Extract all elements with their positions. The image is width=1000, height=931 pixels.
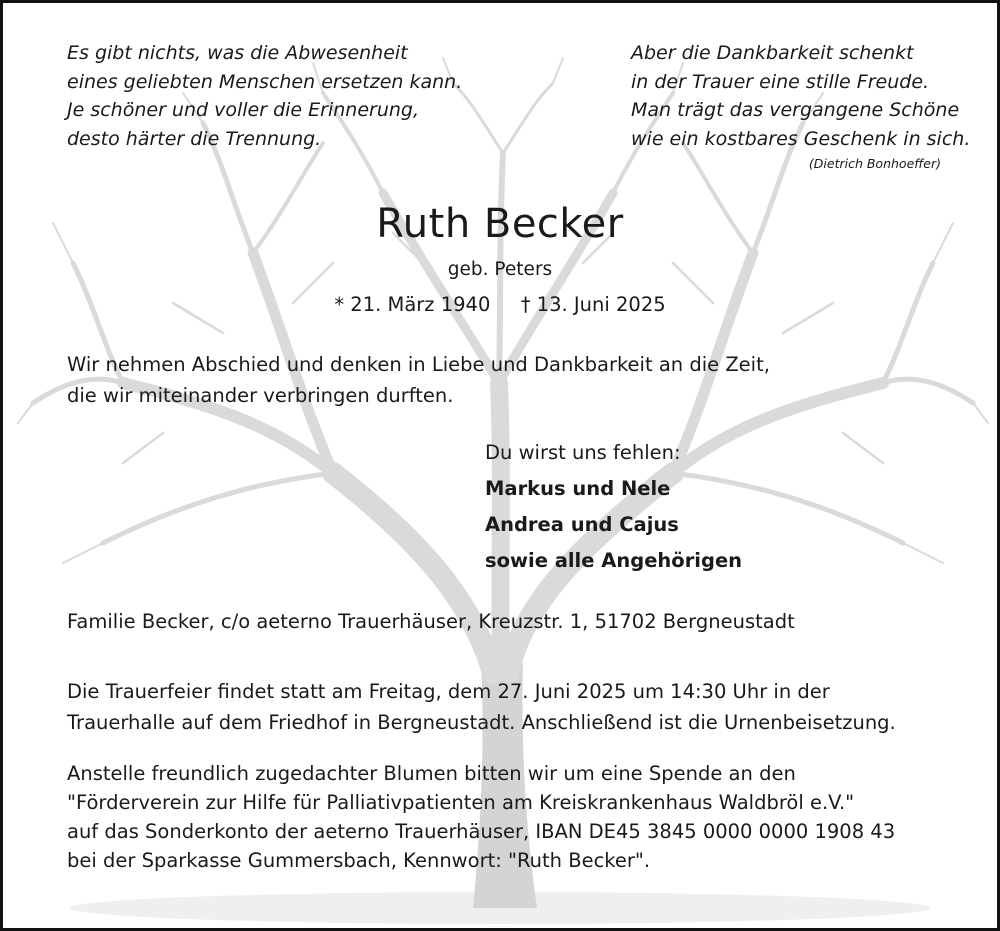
donation-line: "Förderverein zur Hilfe für Palliativpatienten am Kreiskrankenhaus Waldbröl e.V." — [67, 791, 855, 814]
death-date: † 13. Juni 2025 — [520, 293, 666, 316]
mourner-name: Andrea und Cajus — [485, 513, 679, 536]
funeral-info — [67, 676, 896, 738]
mourners-block — [485, 435, 742, 579]
quote-line: Es gibt nichts, was die Abwesenheit — [67, 42, 408, 64]
quote-line: wie ein kostbares Geschenk in sich. — [631, 127, 971, 150]
quote-line: Man trägt das vergangene Schöne — [631, 99, 960, 121]
donation-line: Anstelle freundlich zugedachter Blumen bitten wir um eine Spende an den — [67, 762, 796, 785]
funeral-line: Trauerhalle auf dem Friedhof in Bergneustadt. Anschließend ist die Urnenbeisetzung. — [67, 711, 896, 734]
family-address — [67, 606, 795, 637]
quote-line: eines geliebten Menschen ersetzen kann. — [67, 70, 463, 93]
donation-line: bei der Sparkasse Gummersbach, Kennwort: "Ruth Becker". — [67, 849, 651, 872]
life-dates — [3, 293, 997, 316]
donation-info — [67, 759, 895, 875]
farewell-line: Wir nehmen Abschied und denken in Liebe und Dankbarkeit an die Zeit, — [67, 353, 770, 376]
donation-line: auf das Sonderkonto der aeterno Trauerhäuser, IBAN DE45 3845 0000 0000 1908 43 — [67, 820, 896, 843]
funeral-line: Die Trauerfeier findet statt am Freitag, dem 27. Juni 2025 um 14:30 Uhr in der — [67, 680, 830, 703]
birth-date: * 21. März 1940 — [334, 293, 491, 316]
quote-attribution: (Dietrich Bonhoeffer) — [808, 156, 941, 171]
quote-right — [631, 39, 970, 153]
mourner-name: Markus und Nele — [485, 477, 671, 500]
quote-left — [67, 39, 462, 153]
quote-line: Aber die Dankbarkeit schenkt — [631, 42, 914, 64]
mourner-name: sowie alle Angehörigen — [485, 549, 743, 572]
farewell-text — [67, 349, 770, 411]
address-line: Familie Becker, c/o aeterno Trauerhäuser, Kreuzstr. 1, 51702 Bergneustadt — [67, 610, 795, 633]
deceased-name: Ruth Becker — [376, 201, 624, 247]
quote-line: in der Trauer eine stille Freude. — [631, 70, 930, 93]
farewell-line: die wir miteinander verbringen durften. — [67, 384, 454, 407]
quote-line: desto härter die Trennung. — [67, 127, 322, 150]
quote-line: Je schöner und voller die Erinnerung, — [67, 99, 420, 121]
maiden-name: geb. Peters — [447, 259, 553, 280]
mourners-intro: Du wirst uns fehlen: — [485, 441, 681, 464]
